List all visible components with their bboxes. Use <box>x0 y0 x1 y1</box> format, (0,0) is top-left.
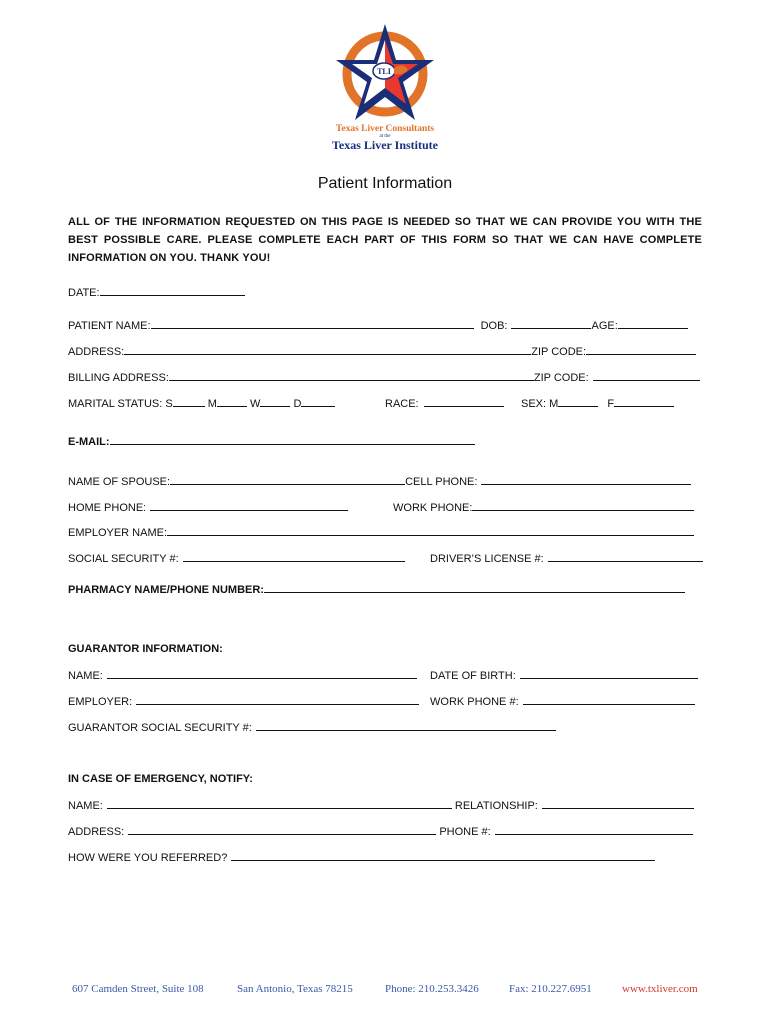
email-row <box>68 434 475 449</box>
guarantor-work-row <box>430 694 695 709</box>
spouse-label: NAME OF SPOUSE: <box>68 476 171 488</box>
email-field[interactable] <box>110 434 475 445</box>
marital-row <box>68 396 335 411</box>
address-field[interactable] <box>124 344 531 355</box>
relationship-field[interactable] <box>542 798 694 809</box>
guarantor-name-label: NAME: <box>68 670 103 682</box>
guarantor-name-field[interactable] <box>107 668 417 679</box>
emergency-address-label: ADDRESS: <box>68 826 125 838</box>
dob-label: DOB: <box>480 320 508 332</box>
home-phone-row <box>68 500 348 515</box>
guarantor-dob-label: DATE OF BIRTH: <box>430 670 516 682</box>
patient-name-row <box>68 318 688 333</box>
emergency-heading: IN CASE OF EMERGENCY, NOTIFY: <box>68 773 253 785</box>
intro-text: ALL OF THE INFORMATION REQUESTED ON THIS PAGE IS NEEDED SO THAT WE CAN PROVIDE YOU WITH THE BEST POSSIBLE CARE. PLEASE COMPLETE EACH PART OF THIS FORM SO THAT WE CAN HAVE COMPLETE INFORMATION ON YOU. THANK YOU! <box>68 216 702 264</box>
referred-field[interactable] <box>231 850 655 861</box>
emergency-name-row <box>68 798 694 813</box>
emergency-phone-field[interactable] <box>495 824 693 835</box>
license-row <box>430 551 703 566</box>
sex-row <box>521 396 674 411</box>
address-row <box>68 344 696 359</box>
employer-row <box>68 525 694 540</box>
work-phone-field[interactable] <box>472 500 694 511</box>
billing-zip-field[interactable] <box>593 370 700 381</box>
guarantor-ssn-field[interactable] <box>256 720 556 731</box>
marital-w-field[interactable] <box>260 396 290 407</box>
ssn-row <box>68 551 405 566</box>
patient-name-label: PATIENT NAME: <box>68 320 151 332</box>
pharmacy-label: PHARMACY NAME/PHONE NUMBER: <box>68 584 264 596</box>
footer-street: 607 Camden Street, Suite 108 <box>72 983 204 995</box>
billing-address-field[interactable] <box>169 370 534 381</box>
footer-city: San Antonio, Texas 78215 <box>237 983 353 995</box>
page-title: Patient Information <box>317 175 453 192</box>
age-field[interactable] <box>618 318 688 329</box>
guarantor-dob-row <box>430 668 698 683</box>
brand-at: at the <box>379 134 391 139</box>
relationship-label: RELATIONSHIP: <box>454 800 538 812</box>
logo-monogram: TLI <box>377 67 391 76</box>
age-label: AGE: <box>591 320 618 332</box>
guarantor-employer-label: EMPLOYER: <box>68 696 133 708</box>
race-field[interactable] <box>424 396 504 407</box>
brand-line-1: Texas Liver Consultants <box>335 124 435 134</box>
race-row <box>385 396 504 411</box>
pharmacy-field[interactable] <box>264 582 685 593</box>
patient-name-field[interactable] <box>151 318 474 329</box>
employer-field[interactable] <box>167 525 694 536</box>
work-phone-label: WORK PHONE: <box>393 502 473 514</box>
address-label: ADDRESS: <box>68 346 125 358</box>
spouse-row <box>68 474 691 489</box>
date-row <box>68 285 245 300</box>
emergency-name-field[interactable] <box>107 798 452 809</box>
marital-label: MARITAL STATUS: S <box>68 398 173 410</box>
dob-field[interactable] <box>511 318 591 329</box>
home-phone-label: HOME PHONE: <box>68 502 147 514</box>
pharmacy-row <box>68 582 685 597</box>
date-label: DATE: <box>68 287 100 299</box>
marital-s-field[interactable] <box>173 396 205 407</box>
cell-label: CELL PHONE: <box>405 476 478 488</box>
guarantor-work-label: WORK PHONE #: <box>430 696 519 708</box>
footer-website-link[interactable]: www.txliver.com <box>622 983 698 995</box>
email-label: E-MAIL: <box>68 436 110 448</box>
marital-d-label: D <box>293 398 302 410</box>
guarantor-name-row <box>68 668 417 683</box>
marital-m-label: M <box>207 398 217 410</box>
billing-address-label: BILLING ADDRESS: <box>68 372 169 384</box>
guarantor-employer-field[interactable] <box>136 694 419 705</box>
sex-label: SEX: M <box>521 398 559 410</box>
referred-label: HOW WERE YOU REFERRED? <box>68 852 228 864</box>
ssn-label: SOCIAL SECURITY #: <box>68 553 179 565</box>
sex-m-field[interactable] <box>558 396 598 407</box>
sex-f-field[interactable] <box>614 396 674 407</box>
guarantor-ssn-label: GUARANTOR SOCIAL SECURITY #: <box>68 722 252 734</box>
emergency-name-label: NAME: <box>68 800 103 812</box>
license-field[interactable] <box>548 551 703 562</box>
guarantor-heading: GUARANTOR INFORMATION: <box>68 643 223 655</box>
cell-field[interactable] <box>481 474 691 485</box>
home-phone-field[interactable] <box>150 500 348 511</box>
footer-fax: Fax: 210.227.6951 <box>509 983 592 995</box>
brand-line-2: Texas Liver Institute <box>331 138 438 152</box>
zip-field[interactable] <box>586 344 696 355</box>
license-label: DRIVER’S LICENSE #: <box>430 553 544 565</box>
guarantor-work-field[interactable] <box>523 694 695 705</box>
ssn-field[interactable] <box>183 551 405 562</box>
guarantor-dob-field[interactable] <box>520 668 698 679</box>
employer-label: EMPLOYER NAME: <box>68 527 168 539</box>
marital-d-field[interactable] <box>301 396 335 407</box>
spouse-field[interactable] <box>170 474 405 485</box>
guarantor-ssn-row <box>68 720 556 735</box>
race-label: RACE: <box>385 398 419 410</box>
billing-zip-label: ZIP CODE: <box>533 372 589 384</box>
marital-w-label: W <box>250 398 261 410</box>
emergency-phone-label: PHONE #: <box>439 826 491 838</box>
sex-f-label: F <box>607 398 615 410</box>
work-phone-row <box>393 500 694 515</box>
emergency-address-row <box>68 824 693 839</box>
tli-logo-icon <box>330 22 440 132</box>
billing-address-row <box>68 370 700 385</box>
date-field[interactable] <box>100 285 245 296</box>
emergency-address-field[interactable] <box>128 824 436 835</box>
marital-m-field[interactable] <box>217 396 247 407</box>
guarantor-employer-row <box>68 694 419 709</box>
footer-phone: Phone: 210.253.3426 <box>385 983 479 995</box>
zip-label: ZIP CODE: <box>531 346 587 358</box>
referred-row <box>68 850 655 865</box>
